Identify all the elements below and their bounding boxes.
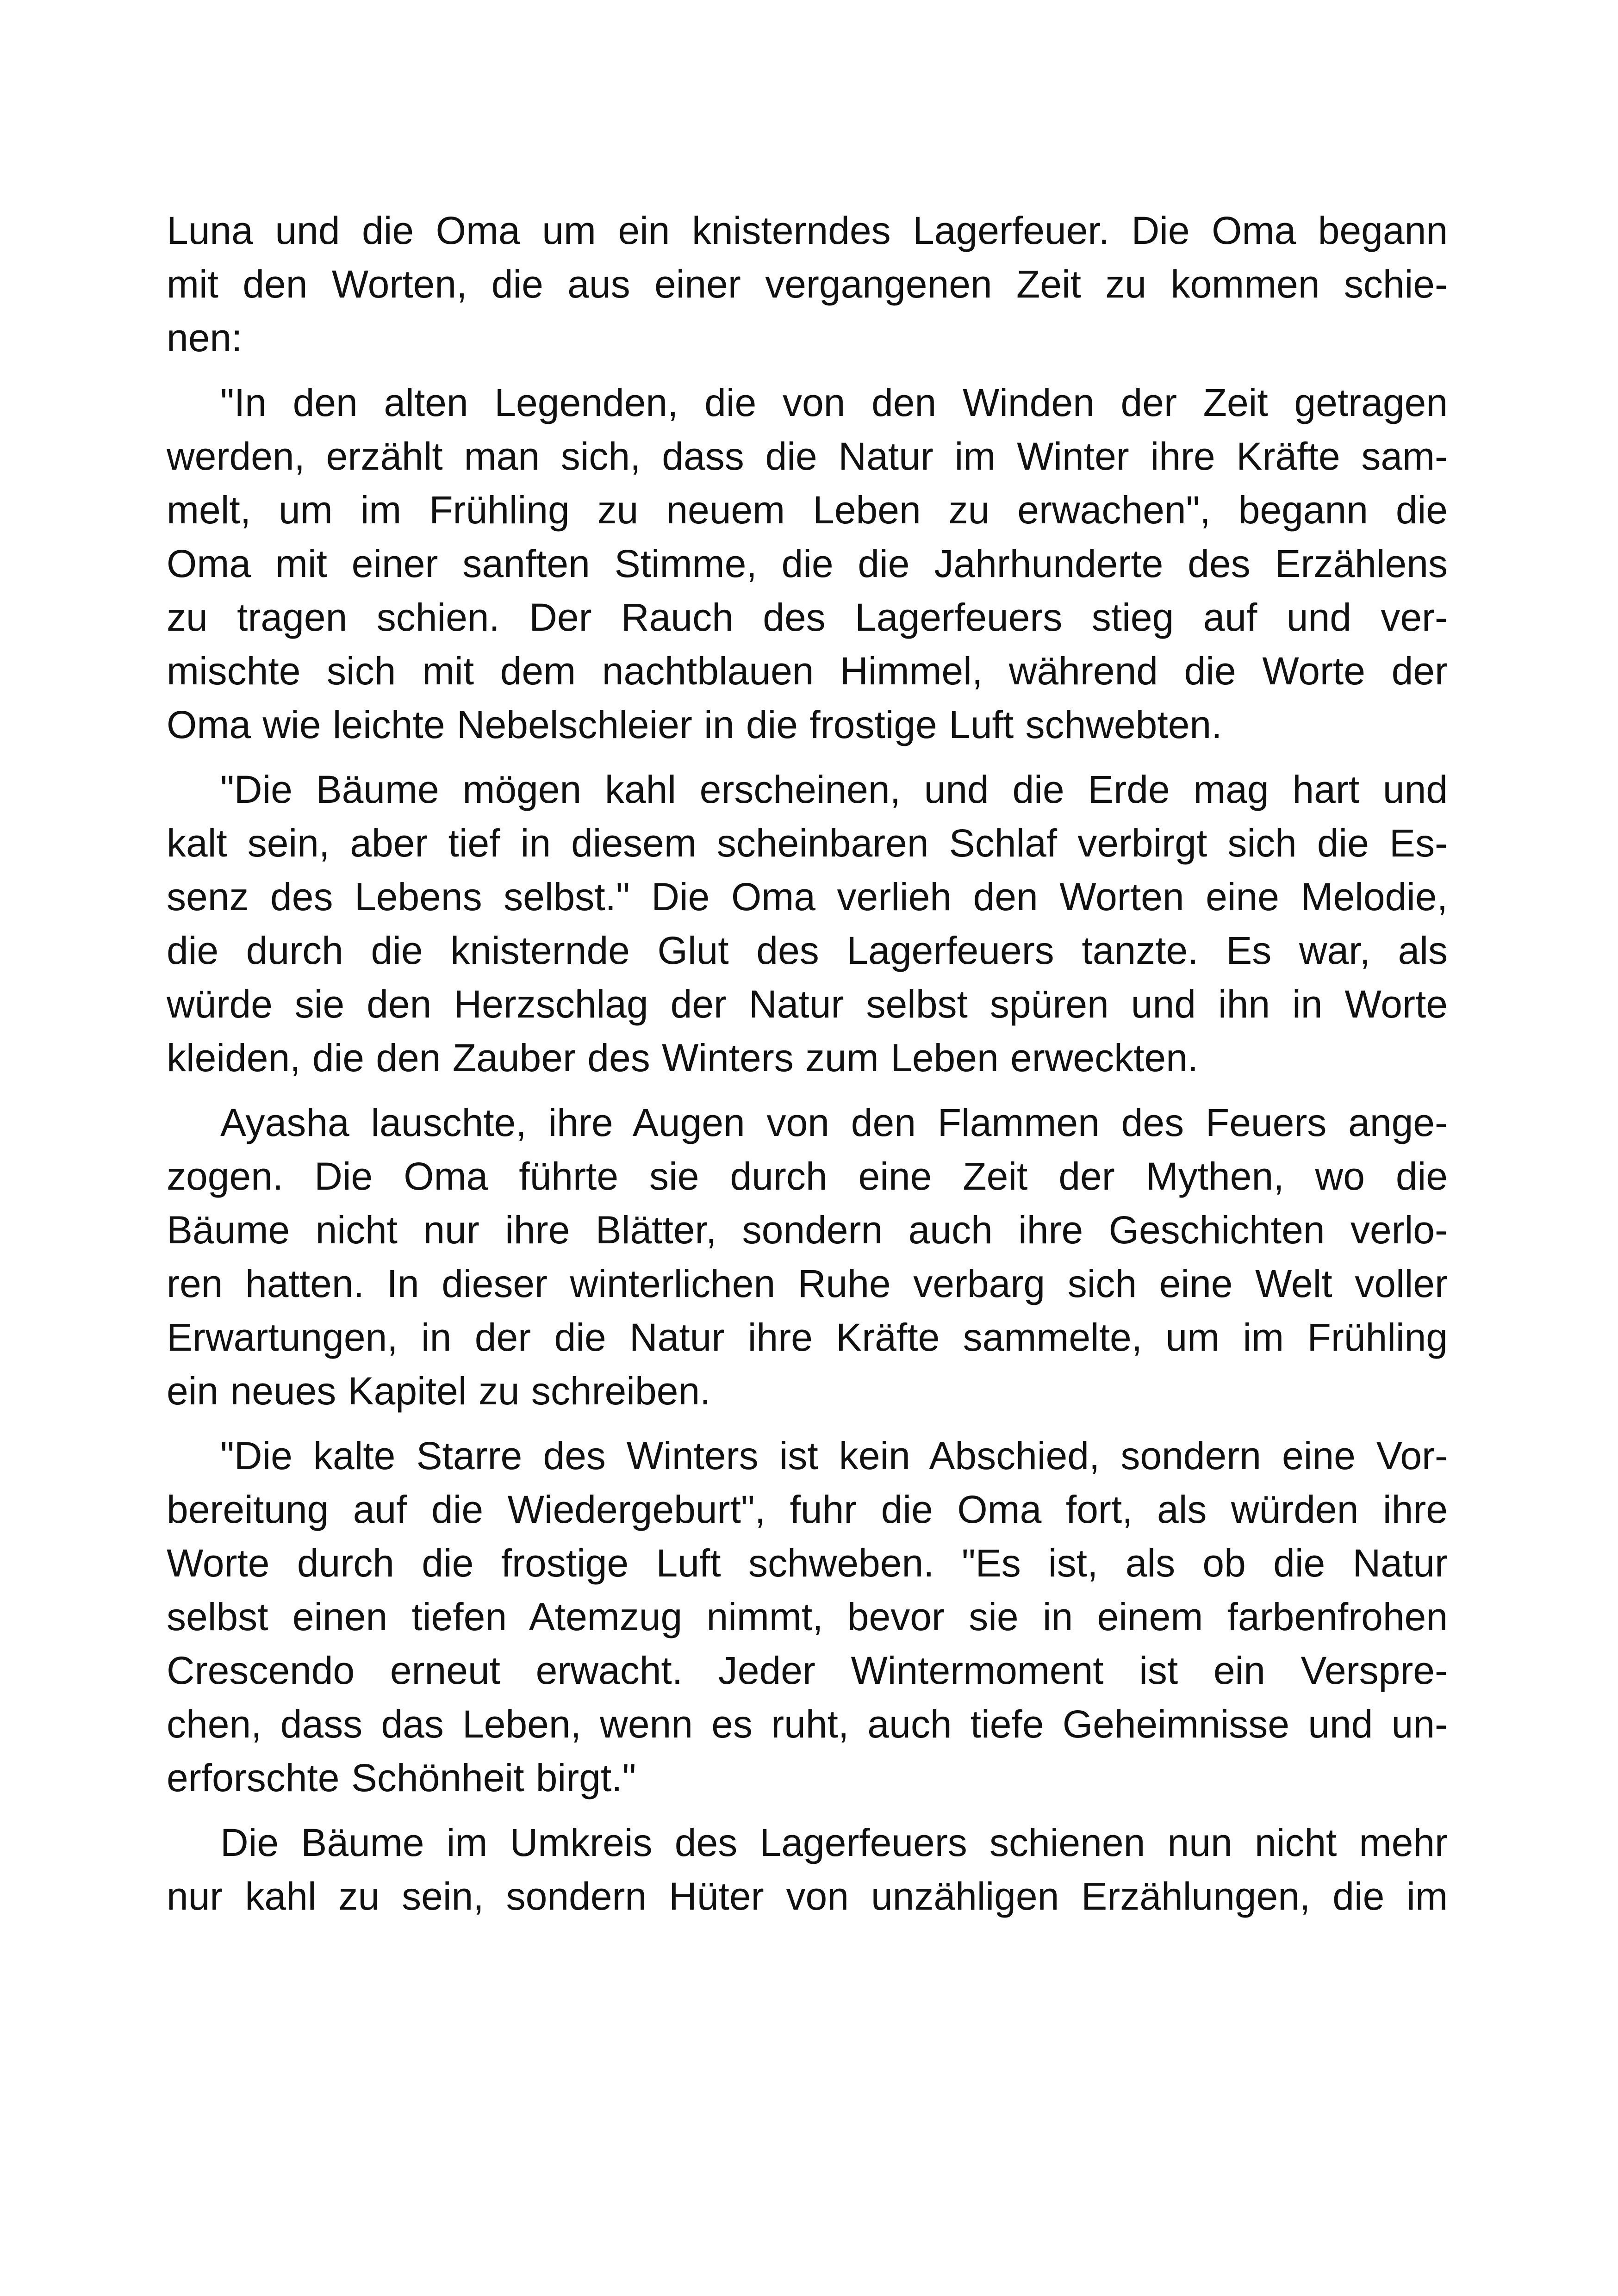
text-line: kleiden, die den Zauber des Winters zum Leben erweckten. <box>167 1036 1199 1080</box>
text-line: Die Bäume im Umkreis des Lagerfeuers schienen nun nicht mehr <box>220 1821 1448 1864</box>
text-line: selbst einen tiefen Atemzug nimmt, bevor sie in einem farbenfrohen <box>167 1595 1448 1638</box>
text-line: werden, erzählt man sich, dass die Natur im Winter ihre Kräfte sam- <box>167 434 1448 478</box>
paragraph <box>167 763 1448 1085</box>
paragraph <box>167 1429 1448 1805</box>
text-line: ren hatten. In dieser winterlichen Ruhe verbarg sich eine Welt voller <box>167 1262 1448 1305</box>
text-line: Luna und die Oma um ein knisterndes Lagerfeuer. Die Oma begann <box>167 209 1448 252</box>
text-line: kalt sein, aber tief in diesem scheinbaren Schlaf verbirgt sich die Es- <box>167 821 1448 865</box>
text-line: zogen. Die Oma führte sie durch eine Zeit der Mythen, wo die <box>167 1154 1448 1198</box>
text-line: "Die kalte Starre des Winters ist kein Abschied, sondern eine Vor- <box>220 1434 1448 1477</box>
text-line: ein neues Kapitel zu schreiben. <box>167 1369 711 1413</box>
text-line: "Die Bäume mögen kahl erscheinen, und die Erde mag hart und <box>220 768 1448 811</box>
text-line: Worte durch die frostige Luft schweben. "Es ist, als ob die Natur <box>167 1541 1448 1585</box>
text-line: würde sie den Herzschlag der Natur selbst spüren und ihn in Worte <box>167 982 1448 1026</box>
text-line: Ayasha lauschte, ihre Augen von den Flammen des Feuers ange- <box>220 1101 1448 1144</box>
text-line: Crescendo erneut erwacht. Jeder Wintermoment ist ein Verspre- <box>167 1649 1448 1692</box>
text-line: senz des Lebens selbst." Die Oma verlieh den Worten eine Melodie, <box>167 875 1448 918</box>
text-line: "In den alten Legenden, die von den Winden der Zeit getragen <box>220 381 1448 424</box>
text-line: mischte sich mit dem nachtblauen Himmel, während die Worte der <box>167 649 1448 693</box>
text-line: nur kahl zu sein, sondern Hüter von unzähligen Erzählungen, die im <box>167 1874 1448 1918</box>
text-line: mit den Worten, die aus einer vergangenen Zeit zu kommen schie- <box>167 262 1448 306</box>
text-line: zu tragen schien. Der Rauch des Lagerfeuers stieg auf und ver- <box>167 596 1448 639</box>
text-line: chen, dass das Leben, wenn es ruht, auch tiefe Geheimnisse und un- <box>167 1702 1448 1746</box>
text-line: Oma wie leichte Nebelschleier in die frostige Luft schwebten. <box>167 703 1222 746</box>
text-line: melt, um im Frühling zu neuem Leben zu erwachen", begann die <box>167 488 1448 532</box>
text-line: Erwartungen, in der die Natur ihre Kräfte sammelte, um im Frühling <box>167 1316 1448 1359</box>
text-line: erforschte Schönheit birgt." <box>167 1756 636 1800</box>
text-line: nen: <box>167 316 243 360</box>
text-line: Oma mit einer sanften Stimme, die die Jahrhunderte des Erzählens <box>167 542 1448 585</box>
text-line: Bäume nicht nur ihre Blätter, sondern auch ihre Geschichten verlo- <box>167 1208 1448 1252</box>
paragraph <box>167 204 1448 365</box>
text-line: die durch die knisternde Glut des Lagerfeuers tanzte. Es war, als <box>167 929 1448 972</box>
paragraph <box>167 1096 1448 1418</box>
paragraph <box>167 1816 1448 1923</box>
text-line: bereitung auf die Wiedergeburt", fuhr die Oma fort, als würden ihre <box>167 1488 1448 1531</box>
body-text <box>167 204 1448 1934</box>
paragraph <box>167 376 1448 751</box>
